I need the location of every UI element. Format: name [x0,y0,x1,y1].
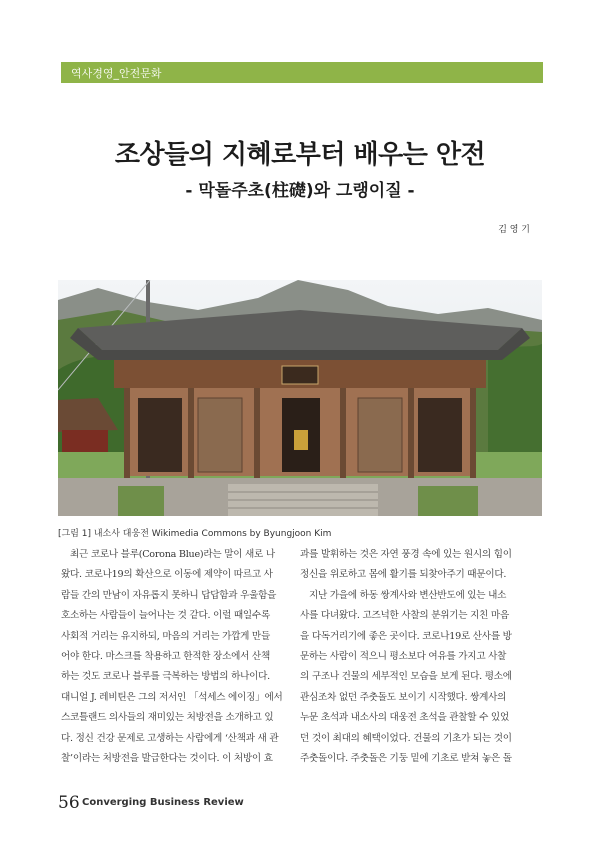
paragraph-line: 사를 다녀왔다. 고즈넉한 사찰의 분위기는 지친 마음 [300,610,509,622]
door-right [418,398,462,472]
page-number: 56 [58,793,80,813]
paragraph-line: 주춧돌이다. 주춧돌은 기둥 밑에 기초로 받쳐 놓은 돌 [300,752,512,764]
paragraph-line: 을 다독거리기에 좋은 곳이다. 코로나19로 산사를 방 [300,630,512,642]
temple-photo [58,280,542,516]
paragraph-line: 대니얼 J. 레비틴은 그의 저서인 「석세스 에이징」에서 [61,691,283,703]
author-name: 김 영 기 [498,225,530,235]
paragraph-line: 스코틀랜드 의사들의 재미있는 처방전을 소개하고 있 [61,712,274,724]
temple-illustration [58,280,542,516]
article-subtitle: - 막돌주초(柱礎)와 그랭이질 - [185,181,415,201]
altar-figure [294,430,308,450]
lattice-door-1 [198,398,242,472]
shrub-right [418,486,478,516]
magazine-name: Converging Business Review [82,797,244,808]
section-label-bar [61,62,543,83]
figure-caption: [그림 1] 내소사 대웅전 Wikimedia Commons by Byungjoon Kim [58,529,332,539]
shrub-left [118,486,164,516]
body-column-right [300,545,542,769]
name-plaque [282,366,318,384]
door-left [138,398,182,472]
paragraph-line: 람들 간의 만남이 자유롭지 못하니 답답함과 우울함을 [61,589,277,601]
body-column-left [61,545,303,769]
paragraph-line: 호소하는 사람들이 늘어나는 것 같다. 이럴 때일수록 [61,610,270,622]
article-title: 조상들의 지혜로부터 배우는 안전 [114,140,486,170]
paragraph-line: 어야 한다. 마스크를 착용하고 한적한 장소에서 산책 [61,650,270,662]
pillar-2 [188,388,194,478]
paragraph-line: 찰’이라는 처방전을 발급한다는 것이다. 이 처방이 효 [61,752,273,764]
paragraph-line: 사회적 거리는 유지하되, 마음의 거리는 가깝게 만들 [61,630,270,642]
section-label: 역사경영_안전문화 [71,66,162,80]
paragraph-line: 던 것이 최대의 혜택이었다. 건물의 기초가 되는 것이 [300,732,512,744]
paragraph-line: 다. 정신 건강 문제로 고생하는 사람에게 ‘산책과 새 관 [61,732,279,744]
paragraph-line: 누문 초석과 내소사의 대웅전 초석을 관찰할 수 있었 [300,712,509,724]
paragraph-line: 과를 발휘하는 것은 자연 풍경 속에 있는 원시의 힘이 [300,549,512,560]
paragraph-line: 의 구조나 건물의 세부적인 모습을 보게 된다. 평소에 [300,671,512,683]
paragraph-line: 문하는 사람이 적으니 평소보다 여유를 가지고 사찰 [300,650,507,662]
paragraph-line: 하는 것도 코로나 블루를 극복하는 방법의 하나이다. [61,671,270,683]
paragraph-line: 지난 가을에 하동 쌍계사와 변산반도에 있는 내소 [309,589,507,601]
paragraph-line: 최근 코로나 블루(Corona Blue)라는 말이 새로 나 [70,549,275,560]
pillar-6 [470,388,476,478]
paragraph-line: 관심조차 없던 주춧돌도 보이기 시작했다. 쌍계사의 [300,691,507,703]
paragraph-line: 왔다. 코로나19의 확산으로 이동에 제약이 따르고 사 [61,569,273,581]
pillar-4 [340,388,346,478]
pillar-1 [124,388,130,478]
lattice-door-2 [358,398,402,472]
paragraph-line: 정신을 위로하고 몸에 활기를 되찾아주기 때문이다. [300,569,507,581]
pillar-5 [408,388,414,478]
pillar-3 [254,388,260,478]
